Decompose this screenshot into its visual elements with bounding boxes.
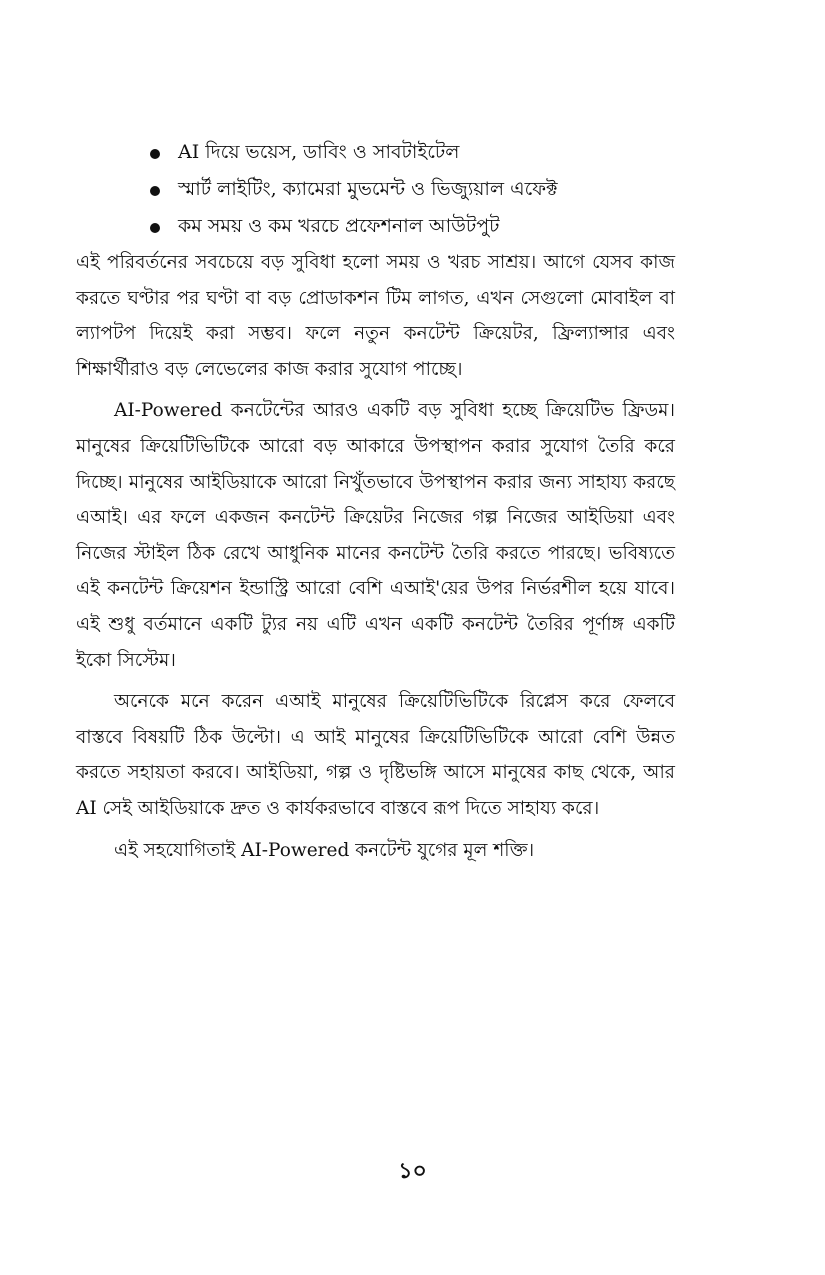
paragraph: অনেকে মনে করেন এআই মানুষের ক্রিয়েটিভিটিকে রিপ্লেস করে ফেলবে বাস্তবে বিষয়টি ঠিক উল্টো। এ আই মানুষের ক্রিয়েটিভিটিকে আরো বেশি উন্নত করতে সহায়তা করবে। আইডিয়া, গল্প ও দৃষ্টিভঙ্গি আসে মানুষের কাছ থেকে, আর AI সেই আইডিয়াকে দ্রুত ও কার্যকরভাবে বাস্তবে রূপ দিতে সাহায্য করে। (76, 691, 675, 819)
page-number: ১০ (398, 1158, 427, 1184)
bullet-text: AI দিয়ে ভয়েস, ডাবিং ও সাবটাইটেল (178, 141, 460, 163)
bullet-text: স্মার্ট লাইটিং, ক্যামেরা মুভমেন্ট ও ভিজ্যুয়াল এফেক্ট (178, 178, 558, 200)
paragraph: AI-Powered কনটেন্টের আরও একটি বড় সুবিধা হচ্ছে ক্রিয়েটিভ ফ্রিডম। মানুষের ক্রিয়েটিভিটিকে আরো বড় আকারে উপস্থাপন করার সুযোগ তৈরি করে দিচ্ছে। মানুষের আইডিয়াকে আরো নিখুঁতভাবে উপস্থাপন করার জন্য সাহায্য করছে এআই। এর ফলে একজন কনটেন্ট ক্রিয়েটর নিজের গল্প নিজের আইডিয়া এবং নিজের স্টাইল ঠিক রেখে আধুনিক মানের কনটেন্ট তৈরি করতে পারছে। ভবিষ্যতে এই কনটেন্ট ক্রিয়েশন ইন্ডাস্ট্রি আরো বেশি এআই'য়ের উপর নির্ভরশীল হয়ে যাবে। এই শুধু বর্তমানে একটি ট্যুর নয় এটি এখন একটি কনটেন্ট তৈরির পূর্ণাঙ্গ একটি ইকো সিস্টেম। (76, 400, 675, 671)
bullet-item (148, 208, 708, 245)
paragraph: এই পরিবর্তনের সবচেয়ে বড় সুবিধা হলো সময় ও খরচ সাশ্রয়। আগে যেসব কাজ করতে ঘণ্টার পর ঘণ্টা বা বড় প্রোডাকশন টিম লাগত, এখন সেগুলো মোবাইল বা ল্যাপটপ দিয়েই করা সম্ভব। ফলে নতুন কনটেন্ট ক্রিয়েটর, ফ্রিল্যান্সার এবং শিক্ষার্থীরাও বড় লেভেলের কাজ করার সুযোগ পাচ্ছে। (76, 252, 675, 380)
bullet-item (148, 134, 708, 171)
bullet-dot-icon (150, 149, 160, 159)
bullet-dot-icon (150, 223, 160, 233)
body-text (76, 245, 675, 868)
paragraph: এই সহযোগিতাই AI-Powered কনটেন্ট যুগের মূল শক্তি। (114, 839, 535, 861)
feature-bullet-list (148, 134, 708, 245)
bullet-dot-icon (150, 186, 160, 196)
bullet-text: কম সময় ও কম খরচে প্রফেশনাল আউটপুট (178, 215, 500, 237)
bullet-item (148, 171, 708, 208)
